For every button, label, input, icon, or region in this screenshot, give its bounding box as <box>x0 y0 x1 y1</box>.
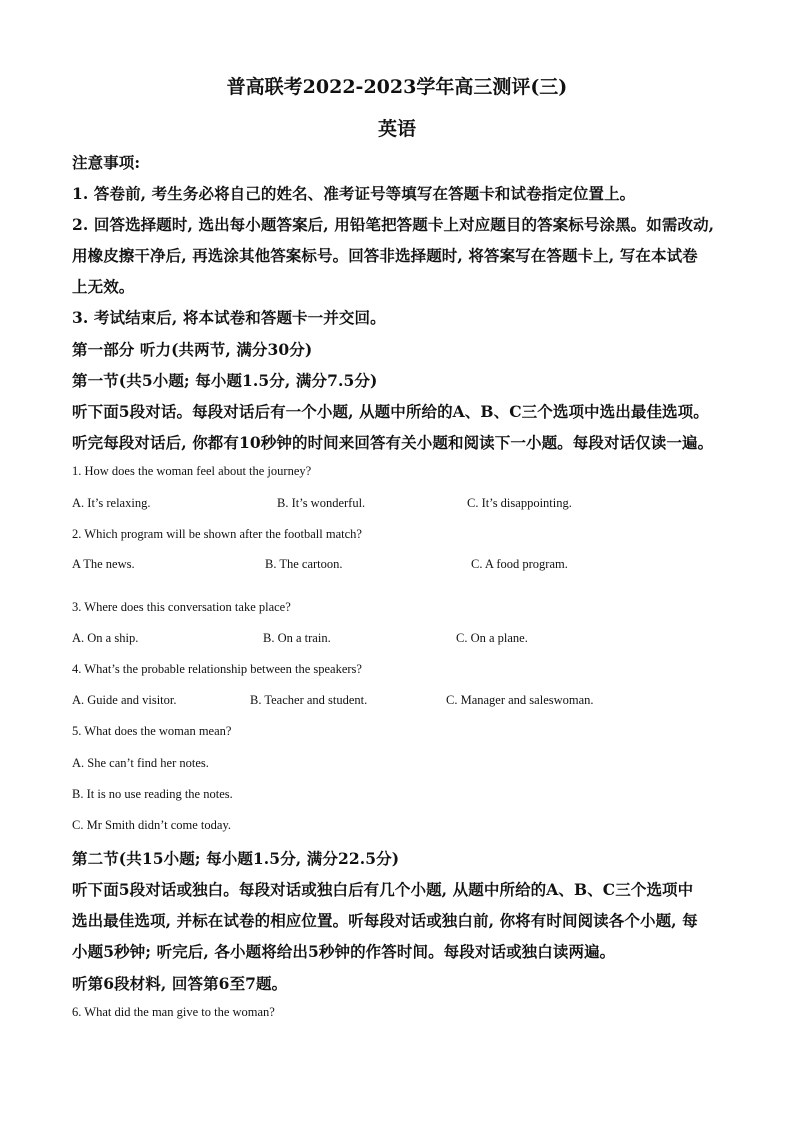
notice-item-1: 1. 答卷前, 考生务必将自己的姓名、准考证号等填写在答题卡和试卷指定位置上。 <box>72 184 636 203</box>
notice-item-3: 3. 考试结束后, 将本试卷和答题卡一并交回。 <box>72 308 386 327</box>
question-1-option-c: C. It’s disappointing. <box>467 496 572 510</box>
section2-instruction-line-1: 听下面5段对话或独白。每段对话或独白后有几个小题, 从题中所给的A、B、C三个选项中 <box>72 880 694 899</box>
question-1-option-a: A. It’s relaxing. <box>72 496 151 510</box>
notice-heading: 注意事项: <box>72 153 141 172</box>
question-4-option-a: A. Guide and visitor. <box>72 693 177 707</box>
section2-heading: 第二节(共15小题; 每小题1.5分, 满分22.5分) <box>72 849 400 868</box>
section2-instruction-line-3: 小题5秒钟; 听完后, 各小题将给出5秒钟的作答时间。每段对话或独白读两遍。 <box>72 942 616 961</box>
question-5-stem: 5. What does the woman mean? <box>72 724 232 738</box>
notice-item-2-line-2: 用橡皮擦干净后, 再选涂其他答案标号。回答非选择题时, 将答案写在答题卡上, 写在本试卷 <box>72 246 698 265</box>
subject-title: 英语 <box>377 118 416 140</box>
question-2-option-b: B. The cartoon. <box>265 557 343 571</box>
part1-heading: 第一部分 听力(共两节, 满分30分) <box>72 340 313 359</box>
section1-heading: 第一节(共5小题; 每小题1.5分, 满分7.5分) <box>72 371 378 390</box>
question-5-option-a: A. She can’t find her notes. <box>72 756 209 770</box>
question-6-stem: 6. What did the man give to the woman? <box>72 1005 275 1019</box>
notice-item-2-line-3: 上无效。 <box>72 277 135 296</box>
question-5-option-c: C. Mr Smith didn’t come today. <box>72 818 232 832</box>
question-3-option-a: A. On a ship. <box>72 631 139 645</box>
question-2-option-a: A The news. <box>72 557 135 571</box>
section2-instruction-line-2: 选出最佳选项, 并标在试卷的相应位置。听每段对话或独白前, 你将有时间阅读各个小题, 每 <box>72 911 698 930</box>
question-1-stem: 1. How does the woman feel about the journey? <box>72 464 312 478</box>
section1-instruction-line-2: 听完每段对话后, 你都有10秒钟的时间来回答有关小题和阅读下一小题。每段对话仅读一遍。 <box>72 433 714 452</box>
exam-title: 普高联考2022-2023学年高三测评(三) <box>226 76 568 98</box>
question-2-option-c: C. A food program. <box>471 557 568 571</box>
question-1-option-b: B. It’s wonderful. <box>277 496 366 510</box>
question-3-option-c: C. On a plane. <box>456 631 528 645</box>
question-4-option-c: C. Manager and saleswoman. <box>446 693 594 707</box>
question-5-option-b: B. It is no use reading the notes. <box>72 787 233 801</box>
notice-item-2-line-1: 2. 回答选择题时, 选出每小题答案后, 用铅笔把答题卡上对应题目的答案标号涂黑。如需改动, <box>72 215 715 234</box>
question-4-stem: 4. What’s the probable relationship between the speakers? <box>72 662 362 676</box>
question-2-stem: 2. Which program will be shown after the football match? <box>72 527 362 541</box>
material-6-heading: 听第6段材料, 回答第6至7题。 <box>72 974 288 993</box>
section1-instruction-line-1: 听下面5段对话。每段对话后有一个小题, 从题中所给的A、B、C三个选项中选出最佳选项。 <box>72 402 709 421</box>
question-3-option-b: B. On a train. <box>263 631 331 645</box>
question-3-stem: 3. Where does this conversation take place? <box>72 600 291 614</box>
question-4-option-b: B. Teacher and student. <box>250 693 368 707</box>
